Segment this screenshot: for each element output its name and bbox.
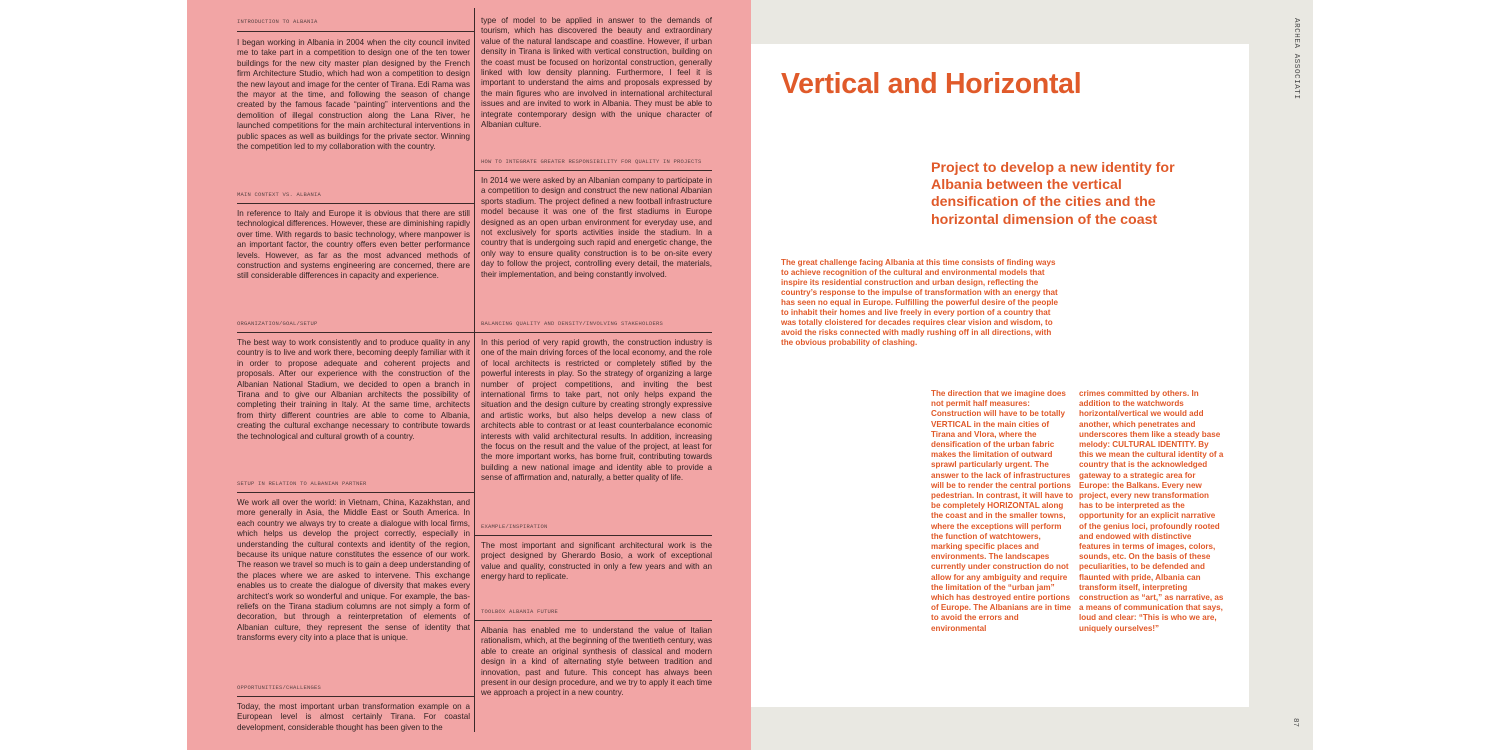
page-number-text: 87 (1291, 718, 1299, 728)
section-text: In this period of very rapid growth, the construction industry is one of the main driving forces of the local economy, and the role of local architects is restricted or completely stifled by the powerful interests in play. So the strategy of organizing a large number of project competitions, and inviting the best international firms to take part, not only helps expand the situation and the design culture by creating strongly expressive and artistic works, but also helps develop a new class of architects able to contrast or at least counterbalance economic interests with valid architectural results. In addition, increasing the focus on the result and the value of the project, at least for the more important works, has borne fruit, contributing towards building a new national image and identity able to provide a sense of affirmation and, naturally, a better quality of life. (481, 338, 712, 483)
intro-paragraph: The great challenge facing Albania at this time consists of finding ways to achieve recognition of the cultural and environmental models that inspire its residential construction and urban design, reflecting the country’s response to the impulse of transformation with an energy that has seen no equal in Europe. Fulfilling the powerful desire of the people to inhabit their homes and live freely in every portion of a country that was totally cloistered for decades requires clear vision and wisdom, to avoid the risks connected with madly rushing off in all directions, with the obvious probability of clashing. (781, 258, 1059, 347)
section-heading: SETUP IN RELATION TO ALBANIAN PARTNER (237, 480, 367, 487)
section-heading: OPPORTUNITIES/CHALLENGES (237, 684, 322, 691)
right-page (751, 0, 1313, 750)
section-text: Today, the most important urban transformation example on a European level is almost certainly Tirana. For coastal development, considerable thought has been given to the (237, 702, 470, 732)
section-heading: MAIN CONTEXT VS. ALBANIA (237, 191, 322, 198)
section-text: In reference to Italy and Europe it is obvious that there are still technological differences. However, these are diminishing rapidly over time. With regards to basic technology, where manpower is an important factor, the country offers even better performance levels. However, as far as the most advanced methods of construction and systems engineering are concerned, there are still considerable differences in capacity and experience. (237, 209, 470, 281)
section-rule (237, 696, 474, 697)
article-sheet (751, 44, 1249, 707)
section-heading: EXAMPLE/INSPIRATION (481, 523, 548, 530)
section-rule (474, 170, 712, 171)
section-rule (237, 203, 474, 204)
article-title: Vertical and Horizontal (781, 68, 1082, 100)
section-rule (474, 620, 712, 621)
column-divider (474, 8, 475, 732)
section-text: We work all over the world: in Vietnam, China, Kazakhstan, and more generally in Asia, the Middle East or South America. In each country we always try to create a dialogue with local firms, which helps us develop the project correctly, especially in understanding the cultural contexts and identity of the region, because its unique nature constitutes the essence of our work. The reason we travel so much is to gain a deep understanding of the places where we are asked to intervene. This exchange enables us to create the dialogue of diversity that makes every architect’s work so wonderful and unique. For example, the bas-reliefs on the Tirana stadium columns are not simply a form of decoration, but through a reinterpretation of elements of Albanian culture, they represent the sense of identity that transforms every city into a place that is unique. (237, 498, 470, 643)
section-rule (474, 535, 712, 536)
running-header-text: ARCHEA ASSOCIATI (1292, 18, 1300, 100)
section-text: In 2014 we were asked by an Albanian company to participate in a competition to design and construct the new national Albanian sports stadium. The project defined a new football infrastructure model because it was one of the first stadiums in Europe designed as an open urban environment for everyday use, and not exclusively for sports activities inside the stadium. In a country that is undergoing such rapid and energetic change, the only way to ensure quality construction is to be on-site every day to follow the project, controlling every detail, the materials, their implementation, and being constantly involved. (481, 176, 712, 279)
left-page (187, 0, 751, 750)
section-heading: BALANCING QUALITY AND DENSITY/INVOLVING STAKEHOLDERS (481, 320, 664, 327)
section-text: I began working in Albania in 2004 when the city council invited me to take part in a competition to design one of the ten tower buildings for the new city master plan designed by the French firm Architecture Studio, which had won a competition to design the new layout and image for the center of Tirana. Edi Rama was the mayor at the time, and following the season of change created by the famous facade “painting” interventions and the demolition of illegal construction along the Lana River, he launched competitions for the main architectural interventions in public spaces as well as buildings for the private sector. Winning the competition led to my collaboration with the country. (237, 38, 470, 152)
section-text: The most important and significant architectural work is the project designed by Gherardo Bosio, a work of exceptional value and quality, constructed in only a few years and with an energy hard to replicate. (481, 541, 712, 582)
section-rule (237, 31, 474, 32)
section-heading: ORGANIZATION/GOAL/SETUP (237, 320, 318, 327)
section-rule (237, 492, 474, 493)
running-header (1288, 18, 1300, 98)
section-rule (474, 332, 712, 333)
section-text: The best way to work consistently and to produce quality in any country is to live and work there, becoming deeply familiar with it in order to propose adequate and coherent projects and proposals. After our experience with the construction of the Albanian National Stadium, we decided to open a branch in Tirana and to give our Albanian architects the possibility of completing their training in Italy. At the same time, architects from thirty different countries are able to come to Albania, creating the cultural exchange necessary to contribute towards the technological and cultural growth of a country. (237, 338, 470, 441)
article-subtitle: Project to develop a new identity for Albania between the vertical densification of the cities and the horizontal dimension of the coast (931, 160, 1175, 228)
section-heading: HOW TO INTEGRATE GREATER RESPONSIBILITY FOR QUALITY IN PROJECTS (481, 158, 702, 165)
body-column-right: crimes committed by others. In addition to the watchwords horizontal/vertical we would add another, which penetrates and underscores them like a steady base melody: CULTURAL IDENTITY. By this we mean the cultural identity of a country that is the acknowledged gateway to a strategic area for Europe: the Balkans. Every new project, every new transformation has to be interpreted as the opportunity for an explicit narrative of the genius loci, profoundly rooted and endowed with distinctive features in terms of images, colors, sounds, etc. On the basis of these peculiarities, to be defended and flaunted with pride, Albania can transform itself, interpreting construction as “art,” as narrative, as a means of communication that says, loud and clear: “This is who we are, uniquely ourselves!” (1079, 389, 1224, 633)
section-text: type of model to be applied in answer to the demands of tourism, which has discovered the beauty and extraordinary value of the natural landscape and coastline. However, if urban density in Tirana is linked with vertical construction, building on the coast must be focused on horizontal construction, generally linked with low density planning. Furthermore, I feel it is important to understand the aims and proposals expressed by the main figures who are involved in international architectural issues and are invited to work in Albania. They must be able to integrate contemporary design with the unique character of Albanian culture. (481, 16, 712, 130)
section-heading: TOOLBOX ALBANIA FUTURE (481, 608, 559, 615)
section-heading: INTRODUCTION TO ALBANIA (237, 18, 318, 25)
section-text: Albania has enabled me to understand the value of Italian rationalism, which, at the beginning of the twentieth century, was able to create an original synthesis of classical and modern design in a kind of alternating style between tradition and innovation, past and future. This concept has always been present in our design procedure, and we try to apply it each time we approach a project in a new country. (481, 626, 712, 698)
section-rule (237, 332, 474, 333)
body-column-left: The direction that we imagine does not permit half measures: Construction will have to be totally VERTICAL in the main cities of Tirana and Vlora, where the densification of the urban fabric makes the limitation of outward sprawl particularly urgent. The answer to the lack of infrastructures will be to render the central portions pedestrian. In contrast, it will have to be completely HORIZONTAL along the coast and in the smaller towns, where the exceptions will perform the function of watchtowers, marking specific places and environments. The landscapes currently under construction do not allow for any ambiguity and require the limitation of the “urban jam” which has destroyed entire portions of Europe. The Albanians are in time to avoid the errors and environmental (931, 389, 1074, 633)
page-number (1288, 718, 1300, 734)
